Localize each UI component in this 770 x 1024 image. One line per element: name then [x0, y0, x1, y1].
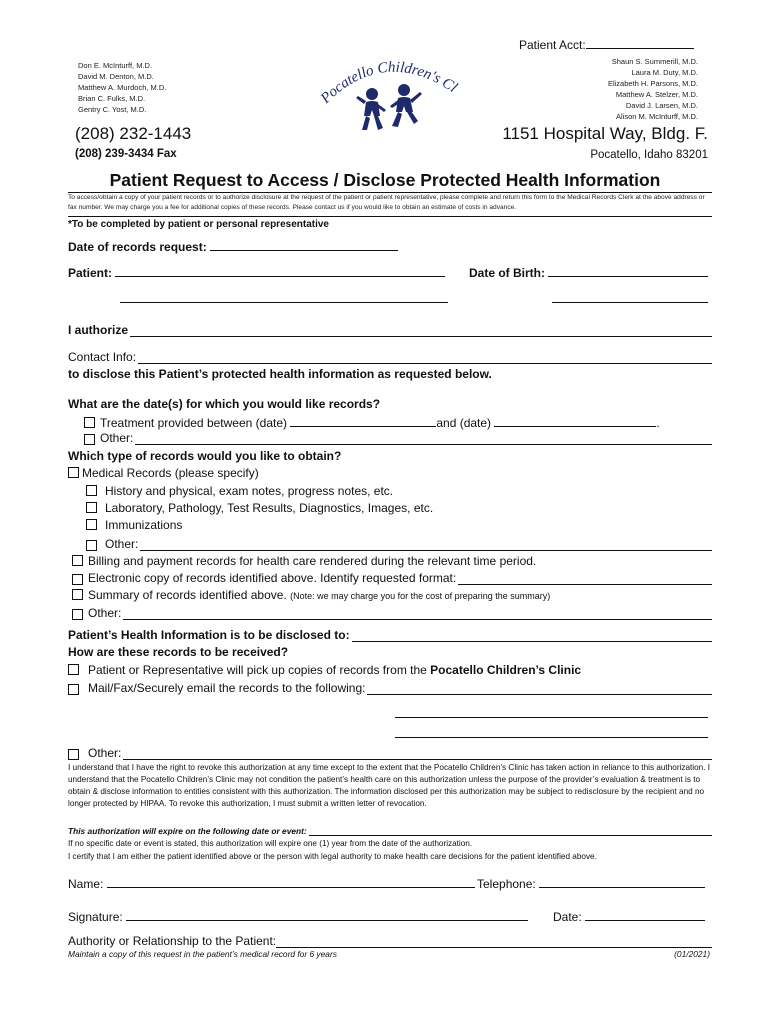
summary-checkbox[interactable] — [72, 589, 83, 600]
billing-row — [72, 554, 536, 568]
authority-row — [68, 934, 712, 948]
receive-other-checkbox[interactable] — [68, 749, 79, 760]
certify-text: I certify that I am either the patient identified above or the person with legal authority to make health care decisions for the patient identified above. — [68, 852, 597, 861]
telephone-input[interactable] — [539, 875, 705, 888]
electronic-label: Electronic copy of records identified above. Identify requested format: — [88, 571, 457, 585]
and-date-label: and (date) — [436, 416, 492, 430]
mail-input-3[interactable] — [395, 725, 708, 743]
doctor-name: Matthew A. Stelzer, M.D. — [615, 90, 698, 99]
treatment-checkbox[interactable] — [84, 417, 95, 428]
sub-history-row — [86, 484, 393, 498]
mail-input-2[interactable] — [395, 705, 708, 723]
mail-checkbox[interactable] — [68, 684, 79, 695]
medical-row — [68, 466, 259, 480]
address-city: Pocatello, Idaho 83201 — [590, 149, 708, 161]
type-other-input[interactable] — [123, 607, 712, 620]
patient-acct-field[interactable] — [586, 36, 694, 49]
telephone-label: Telephone: — [477, 877, 536, 891]
completed-by-note: *To be completed by patient or personal representative — [68, 219, 329, 230]
sub-other-label: Other: — [105, 537, 139, 551]
contact-row — [68, 350, 712, 364]
expire-input[interactable] — [309, 826, 712, 836]
dates-other-row — [84, 431, 712, 445]
date-request-row — [68, 238, 398, 254]
sub-other-row — [86, 537, 712, 551]
name-input[interactable] — [107, 875, 475, 888]
type-question: Which type of records would you like to obtain? — [68, 449, 342, 463]
authorize-row — [68, 323, 712, 337]
receive-other-label: Other: — [88, 746, 122, 760]
receive-question: How are these records to be received? — [68, 645, 289, 659]
footer-version: (01/2021) — [674, 949, 710, 959]
patient-acct-label: Patient Acct: — [519, 38, 586, 52]
billing-checkbox[interactable] — [72, 555, 83, 566]
dob-input[interactable] — [548, 264, 708, 277]
medical-label: Medical Records (please specify) — [82, 466, 259, 480]
dates-question: What are the date(s) for which you would like records? — [68, 397, 381, 411]
page-title: Patient Request to Access / Disclose Protected Health Information — [109, 170, 661, 190]
sub-other-input[interactable] — [140, 538, 712, 551]
to-disclose-text: to disclose this Patient’s protected health information as requested below. — [68, 367, 492, 381]
immunizations-checkbox[interactable] — [86, 519, 97, 530]
disclose-to-row — [68, 628, 712, 642]
dates-other-checkbox[interactable] — [84, 434, 95, 445]
patient-input[interactable] — [115, 264, 445, 277]
authorize-label: I authorize — [68, 323, 129, 337]
date-input[interactable] — [585, 908, 705, 921]
svg-text:Pocatello Children's Clinic — [312, 52, 460, 107]
pickup-clinic: Pocatello Children’s Clinic — [430, 663, 582, 677]
doctor-name: David J. Larsen, M.D. — [625, 101, 698, 110]
logo-text: Pocatello Children's Cl — [317, 59, 460, 107]
immunizations-label: Immunizations — [105, 518, 183, 532]
contact-input[interactable] — [138, 351, 712, 364]
child-figure-icon — [356, 88, 386, 130]
telephone-row — [477, 875, 705, 891]
patient-acct — [519, 36, 694, 52]
date-to-input[interactable] — [494, 414, 656, 427]
divider — [68, 216, 712, 217]
address-street: 1151 Hospital Way, Bldg. F. — [502, 124, 708, 143]
date-label: Date: — [553, 910, 582, 924]
billing-label: Billing and payment records for health care rendered during the relevant time period. — [88, 554, 537, 568]
contact-label: Contact Info: — [68, 350, 137, 364]
doctor-name: Shaun S. Summerill, M.D. — [611, 57, 698, 66]
history-checkbox[interactable] — [86, 485, 97, 496]
receive-other-row — [68, 746, 712, 760]
signature-label: Signature: — [68, 910, 123, 924]
doctor-name: David M. Denton, M.D. — [78, 72, 154, 81]
receive-other-input[interactable] — [123, 747, 712, 760]
dob-row — [469, 264, 708, 280]
child-figure-icon — [390, 84, 422, 127]
sub-other-checkbox[interactable] — [86, 540, 97, 551]
electronic-format-input[interactable] — [458, 572, 712, 585]
electronic-row — [72, 571, 712, 585]
dates-other-input[interactable] — [135, 432, 712, 445]
type-other-label: Other: — [88, 606, 122, 620]
phone: (208) 232-1443 — [75, 124, 192, 143]
intro-text: To access/obtain a copy of your patient records or to authorize disclosure at the request of the patient or patient representative, please complete and return this form to the Medical Records Clerk at the above address or fax number. We may charge you a fee for additional copies of these records. Please contact us if you would like to obtain an estimate of costs in advance. — [68, 194, 705, 211]
date-request-label: Date of records request: — [68, 240, 207, 254]
dob-label: Date of Birth: — [469, 266, 545, 280]
sub-lab-row — [86, 501, 433, 515]
dates-other-label: Other: — [100, 431, 134, 445]
medical-checkbox[interactable] — [68, 467, 79, 478]
expire-row — [68, 826, 712, 836]
fax: (208) 239-3434 Fax — [75, 148, 177, 160]
clinic-logo — [312, 52, 462, 136]
lab-label: Laboratory, Pathology, Test Results, Diagnostics, Images, etc. — [105, 501, 434, 515]
date-row — [553, 908, 705, 924]
doctor-name: Gentry C. Yost, M.D. — [78, 105, 147, 114]
signature-input[interactable] — [126, 908, 528, 921]
date-from-input[interactable] — [290, 414, 436, 427]
no-date-text: If no specific date or event is stated, this authorization will expire one (1) year from the date of the authorization. — [68, 839, 473, 848]
doctor-name: Brian C. Fulks, M.D. — [78, 94, 146, 103]
authorize-input[interactable] — [130, 324, 712, 337]
doctor-name: Laura M. Duty, M.D. — [631, 68, 698, 77]
mail-label: Mail/Fax/Securely email the records to the following: — [88, 681, 366, 695]
sub-immunizations-row — [86, 518, 182, 532]
patient-row — [68, 264, 445, 280]
type-other-checkbox[interactable] — [72, 609, 83, 620]
doctor-name: Elizabeth H. Parsons, M.D. — [607, 79, 698, 88]
summary-label: Summary of records identified above. — [88, 588, 287, 602]
type-other-row — [72, 606, 712, 620]
treatment-row: Treatment provided between (date) and (date) . — [84, 414, 660, 430]
summary-row — [72, 588, 550, 602]
doctor-name: Alison M. McInturff, M.D. — [616, 112, 698, 121]
treatment-label: Treatment provided between (date) — [100, 416, 287, 430]
name-label: Name: — [68, 877, 104, 891]
pickup-checkbox[interactable] — [68, 664, 79, 675]
authority-label: Authority or Relationship to the Patient: — [68, 934, 277, 948]
expire-label: This authorization will expire on the following date or event: — [68, 826, 307, 836]
signature-row — [68, 908, 528, 924]
legal-paragraph: I understand that I have the right to revoke this authorization at any time except to the extent that the Pocatello Children’s Clinic has taken action in reliance to this authorization. I understand that the Pocatello Children’s Clinic may not condition the patient’s health care on this authorization unless the purpose of the provider’s evaluation & treatment is to obtain & disclose information to entities consistent with this authorization. The information disclosed per this authorization may be subject to redisclosure by the recipient and no longer protected by HIPAA. To revoke this authorization, I must submit a written letter of revocation. — [68, 763, 711, 808]
date-request-input[interactable] — [210, 238, 398, 251]
mail-row — [68, 681, 712, 695]
authority-input[interactable] — [276, 935, 712, 948]
mail-input[interactable] — [367, 682, 712, 695]
doctors-right — [608, 56, 698, 122]
footer-note: Maintain a copy of this request in the patient’s medical record for 6 years — [68, 949, 337, 959]
doctors-left — [78, 60, 166, 115]
summary-note: (Note: we may charge you for the cost of preparing the summary) — [290, 591, 551, 601]
doctor-name: Don E. McInturff, M.D. — [78, 61, 153, 70]
patient-label: Patient: — [68, 266, 113, 280]
pickup-label: Patient or Representative will pick up copies of records from the — [88, 663, 427, 677]
doctor-name: Matthew A. Murdoch, M.D. — [78, 83, 167, 92]
electronic-checkbox[interactable] — [72, 574, 83, 585]
disclose-to-input[interactable] — [352, 629, 712, 642]
pickup-row — [68, 663, 581, 677]
patient-input-2[interactable] — [120, 290, 448, 308]
history-label: History and physical, exam notes, progress notes, etc. — [105, 484, 394, 498]
dob-input-2[interactable] — [552, 290, 708, 308]
name-row — [68, 875, 475, 891]
disclose-to-label: Patient’s Health Information is to be disclosed to: — [68, 628, 350, 642]
lab-checkbox[interactable] — [86, 502, 97, 513]
